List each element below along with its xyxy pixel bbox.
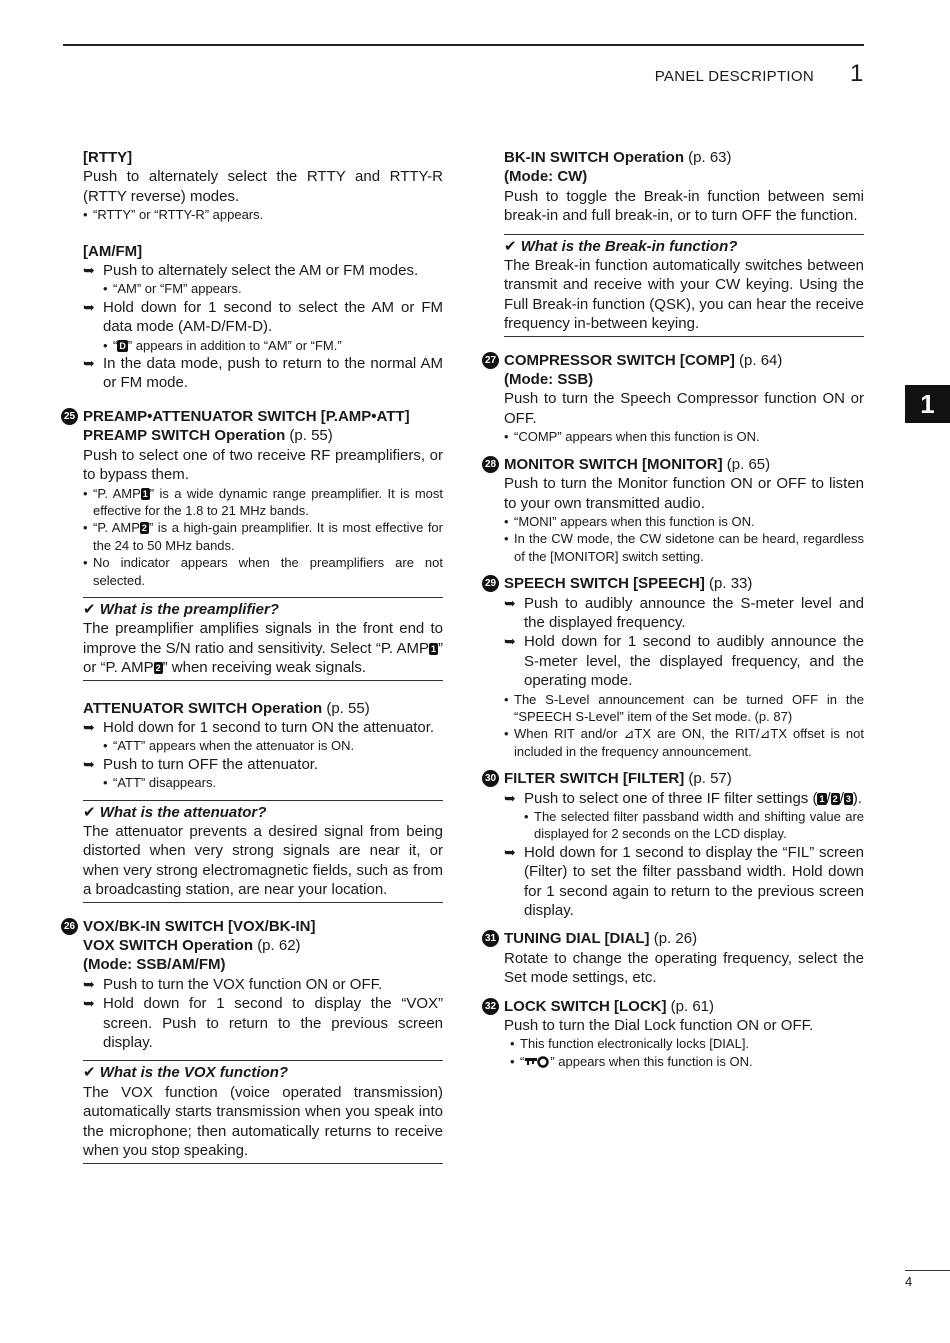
att-question: ✔ What is the attenuator? [83, 803, 267, 821]
p-amp-2-icon: 2 [155, 663, 161, 674]
att-info-box [83, 800, 443, 903]
arrow-icon: ➥ [504, 633, 516, 650]
check-icon: ✔ [83, 600, 96, 618]
att-answer: The attenuator prevents a desired signal from being distorted when very strong signals are near it, or when very strong electromagnetic fields, such as from a broadcasting station, are near your location. [83, 823, 443, 899]
item-number-28: 28 [482, 456, 499, 473]
monitor-bullet-2: • In the CW mode, the CW sidetone can be heard, regardless of the [MONITOR] switch setting. [504, 531, 864, 564]
arrow-icon: ➥ [83, 995, 95, 1012]
att-sub: ATTENUATOR SWITCH Operation (p. 55) [83, 699, 370, 717]
amfm-step-2: ➥ Hold down for 1 second to select the AM or FM data mode (AM-D/FM-D). [83, 298, 443, 336]
filter-step-1: ➥ Push to select one of three IF filter settings ( 1 / 2 / 3 ). [504, 789, 863, 807]
preamp-bullet-3: • No indicator appears when the preamplifiers are not selected. [83, 555, 443, 588]
dial-heading: 31 TUNING DIAL [DIAL] (p. 26) [504, 929, 864, 948]
item-number-30: 30 [482, 770, 499, 787]
speech-step-1: ➥ Push to audibly announce the S-meter level and the displayed frequency. [504, 594, 864, 631]
bkin-info-box [504, 234, 864, 337]
filter-step-2: ➥ Hold down for 1 second to display the “FIL” screen (Filter) to set the filter passband width. Hold down for 1 second again to return to the previous screen display. [504, 843, 864, 920]
lock-bullet-2: • “ ” appears when this function is ON. [510, 1053, 753, 1069]
speech-heading: 29 SPEECH SWITCH [SPEECH] (p. 33) [504, 574, 864, 593]
arrow-icon: ➥ [504, 594, 516, 611]
bkin-question: ✔ What is the Break-in function? [504, 237, 738, 255]
amfm-bullet-1: • “AM” or “FM” appears. [103, 281, 242, 297]
left-column [63, 148, 443, 1164]
comp-text: Push to turn the Speech Compressor function ON or OFF. [504, 390, 864, 427]
item-number-25: 25 [61, 408, 78, 425]
bkin-sub: BK-IN SWITCH Operation (p. 63) [504, 149, 732, 166]
key-lock-icon [524, 1056, 550, 1068]
vox-step-1: ➥ Push to turn the VOX function ON or OFF. [83, 975, 383, 993]
att-step-1: ➥ Hold down for 1 second to turn ON the attenuator. [83, 718, 435, 736]
preamp-info-box [83, 597, 443, 681]
preamp-bullet-1: • “P. AMP 1 ” is a wide dynamic range preamplifier. It is most effective for the 1.8 to 21 MHz bands. [83, 485, 443, 518]
item-number-27: 27 [482, 352, 499, 369]
vox-answer: The VOX function (voice operated transmission) automatically starts transmission when you speak into the microphone; then automatically returns to receive when you stop speaking. [83, 1083, 443, 1160]
data-mode-icon: D [119, 340, 126, 351]
p-amp-2-icon: 2 [141, 523, 147, 534]
att-bullet-1: • “ATT” appears when the attenuator is ON. [103, 738, 355, 754]
monitor-heading: 28 MONITOR SWITCH [MONITOR] (p. 65) [504, 455, 864, 474]
item-number-31: 31 [482, 930, 499, 947]
chapter-tab: 1 [905, 385, 950, 423]
running-head: PANEL DESCRIPTION [654, 68, 814, 85]
comp-bullet: • “COMP” appears when this function is ON. [504, 429, 760, 445]
speech-bullet-1: • The S-Level announcement can be turned OFF in the “SPEECH S-Level” item of the Set mode. (p. 87) [504, 691, 864, 724]
vox-sub: VOX SWITCH Operation (p. 62) [83, 937, 301, 955]
vox-step-2: ➥ Hold down for 1 second to display the “VOX” screen. Push to return to the previous screen display. [83, 995, 443, 1052]
arrow-icon: ➥ [83, 718, 95, 735]
filter-bullet-1: • The selected filter passband width and shifting value are displayed for 2 seconds on the LCD display. [524, 809, 864, 842]
filter-heading: 30 FILTER SWITCH [FILTER] (p. 57) [504, 769, 864, 788]
p-amp-1-icon: 1 [430, 643, 436, 654]
bkin-answer: The Break-in function automatically switches between transmit and receive with your CW keying. Using the Full Break-in function (QSK), you can hear the receive frequency in-between keying. [504, 257, 864, 333]
vox-mode: (Mode: SSB/AM/FM) [83, 956, 226, 974]
arrow-icon: ➥ [504, 843, 516, 860]
arrow-icon: ➥ [83, 355, 95, 372]
comp-mode: (Mode: SSB) [504, 371, 594, 389]
check-icon: ✔ [83, 803, 96, 821]
p-amp-1-icon: 1 [142, 488, 148, 499]
monitor-text: Push to turn the Monitor function ON or OFF to listen to your own transmitted audio. [504, 475, 864, 512]
monitor-bullet-1: • “MONI” appears when this function is ON. [504, 513, 755, 529]
arrow-icon: ➥ [83, 298, 95, 315]
preamp-text: Push to select one of two receive RF preamplifiers, or to bypass them. [83, 446, 443, 484]
amfm-step-1: ➥ Push to alternately select the AM or FM modes. [83, 262, 419, 280]
right-column [484, 148, 864, 1070]
item-number-26: 26 [61, 918, 78, 935]
preamp-question: ✔ What is the preamplifier? [83, 600, 279, 618]
preamp-answer: The preamplifier amplifies signals in the front end to improve the S/N ratio and sensitivity. Select “P. AMP 1 ” or “P. AMP 2 ” when receiving weak signals. [83, 620, 443, 677]
vox-heading: 26 VOX/BK-IN SWITCH [VOX/BK-IN] [83, 917, 443, 936]
rtty-text: Push to alternately select the RTTY and RTTY-R (RTTY reverse) modes. [83, 168, 443, 205]
filter-1-icon: 1 [819, 793, 825, 804]
comp-heading: 27 COMPRESSOR SWITCH [COMP] (p. 64) [504, 351, 864, 370]
item-number-29: 29 [482, 575, 499, 592]
filter-3-icon: 3 [845, 793, 851, 804]
preamp-heading: 25 PREAMP•ATTENUATOR SWITCH [P.AMP•ATT] [83, 407, 443, 426]
page-number: 4 [905, 1274, 913, 1289]
item-number-32: 32 [482, 998, 499, 1015]
preamp-bullet-2: • “P. AMP 2 ” is a high-gain preamplifier. It is most effective for the 24 to 50 MHz bands. [83, 520, 443, 553]
top-rule [63, 44, 864, 46]
bkin-text: Push to toggle the Break-in function between semi break-in and full break-in, or to turn OFF the function. [504, 187, 864, 225]
rtty-bullet: • “RTTY” or “RTTY-R” appears. [83, 207, 264, 223]
amfm-title: [AM/FM] [83, 242, 143, 260]
speech-bullet-2: • When RIT and/or ⊿TX are ON, the RIT/⊿TX offset is not included in the frequency announcement. [504, 726, 864, 759]
page-rule [905, 1270, 950, 1271]
lock-heading: 32 LOCK SWITCH [LOCK] (p. 61) [504, 997, 864, 1016]
amfm-step-3: ➥ In the data mode, push to return to the normal AM or FM mode. [83, 355, 443, 392]
att-bullet-2: • “ATT” disappears. [103, 775, 217, 791]
chapter-number: 1 [850, 60, 864, 87]
rtty-title: [RTTY] [83, 149, 133, 166]
amfm-bullet-2: • “ D ” appears in addition to “AM” or “FM.” [103, 337, 342, 353]
arrow-icon: ➥ [504, 789, 516, 806]
speech-step-2: ➥ Hold down for 1 second to audibly announce the S-meter level, the displayed frequency, and the operating mode. [504, 633, 864, 690]
preamp-sub: PREAMP SWITCH Operation (p. 55) [83, 427, 333, 445]
arrow-icon: ➥ [83, 262, 95, 279]
check-icon: ✔ [504, 237, 517, 255]
filter-2-icon: 2 [832, 793, 838, 804]
vox-info-box [83, 1060, 443, 1163]
att-step-2: ➥ Push to turn OFF the attenuator. [83, 755, 319, 773]
vox-question: ✔ What is the VOX function? [83, 1064, 289, 1082]
lock-text: Push to turn the Dial Lock function ON or OFF. [504, 1017, 814, 1035]
bkin-mode: (Mode: CW) [504, 168, 588, 186]
lock-bullet-1: • This function electronically locks [DIAL]. [510, 1036, 750, 1052]
check-icon: ✔ [83, 1064, 96, 1082]
dial-text: Rotate to change the operating frequency, select the Set mode settings, etc. [504, 949, 864, 987]
arrow-icon: ➥ [83, 975, 95, 992]
arrow-icon: ➥ [83, 755, 95, 772]
